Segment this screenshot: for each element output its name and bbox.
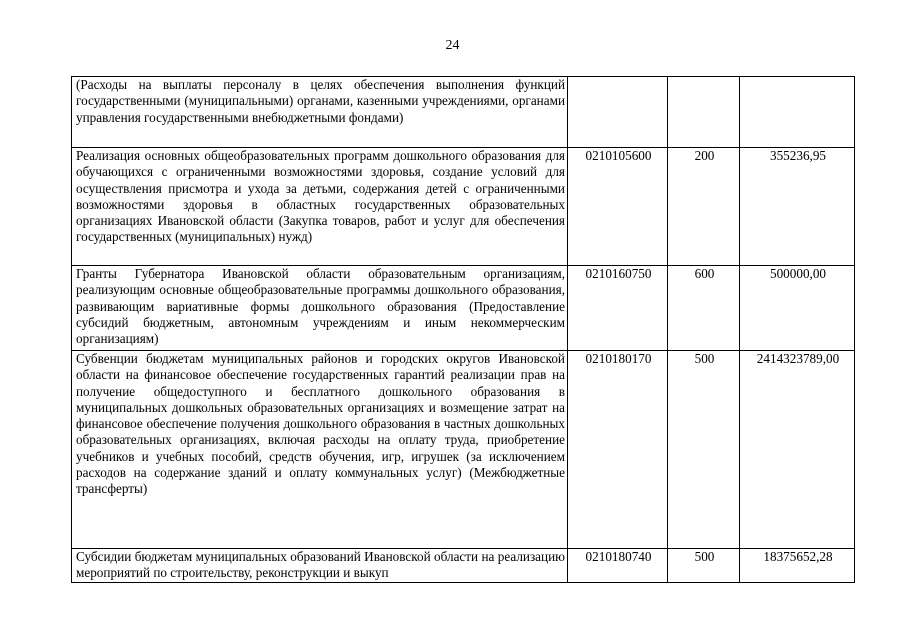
expense-description: Субвенции бюджетам муниципальных районов и городских округов Ивановской области на финансовое обеспечение государственных гарантий реализации прав на получение общедоступного и бесплатного дошкольного образования в муниципальных дошкольных образовательных организациях и возмещение затрат на финансовое обеспечение получения дошкольного образования в частных дошкольных образовательных организациях, включая расходы на оплату труда, приобретение учебников и учебных пособий, средств обучения, игр, игрушек (за исключением расходов на содержание зданий и оплату коммунальных услуг) (Межбюджетные трансферты)	[72, 351, 568, 549]
expense-type-code	[668, 77, 740, 148]
expense-description: Субсидии бюджетам муниципальных образований Ивановской области на реализацию мероприятий по строительству, реконструкции и выкуп	[72, 549, 568, 583]
target-article-code: 0210105600	[568, 148, 668, 266]
table-row	[72, 549, 855, 583]
target-article-code: 0210160750	[568, 266, 668, 351]
target-article-code: 0210180170	[568, 351, 668, 549]
table-row	[72, 77, 855, 148]
amount-value	[740, 77, 855, 148]
expense-type-code: 200	[668, 148, 740, 266]
expense-description: (Расходы на выплаты персоналу в целях обеспечения выполнения функций государственными (муниципальными) органами, казенными учреждениями, органами управления государственными внебюджетными фондами)	[72, 77, 568, 148]
table-row	[72, 148, 855, 266]
page-number: 24	[445, 38, 460, 53]
expense-description: Гранты Губернатора Ивановской области образовательным организациям, реализующим основные общеобразовательные программы дошкольного образования, развивающим вариативные формы дошкольного образования (Предоставление субсидий бюджетным, автономным учреждениям и иным некоммерческим организациям)	[72, 266, 568, 351]
target-article-code	[568, 77, 668, 148]
expense-description: Реализация основных общеобразовательных программ дошкольного образования для обучающихся с ограниченными возможностями здоровья, создание условий для осуществления присмотра и ухода за детьми, содержания детей с ограниченными возможностями здоровья в областных государственных образовательных организациях Ивановской области (Закупка товаров, работ и услуг для обеспечения государственных (муниципальных) нужд)	[72, 148, 568, 266]
amount-value: 500000,00	[740, 266, 855, 351]
table-row	[72, 266, 855, 351]
expense-type-code: 500	[668, 351, 740, 549]
amount-value: 355236,95	[740, 148, 855, 266]
budget-table	[71, 76, 855, 583]
target-article-code: 0210180740	[568, 549, 668, 583]
expense-type-code: 600	[668, 266, 740, 351]
expense-type-code: 500	[668, 549, 740, 583]
amount-value: 2414323789,00	[740, 351, 855, 549]
amount-value: 18375652,28	[740, 549, 855, 583]
table-row	[72, 351, 855, 549]
